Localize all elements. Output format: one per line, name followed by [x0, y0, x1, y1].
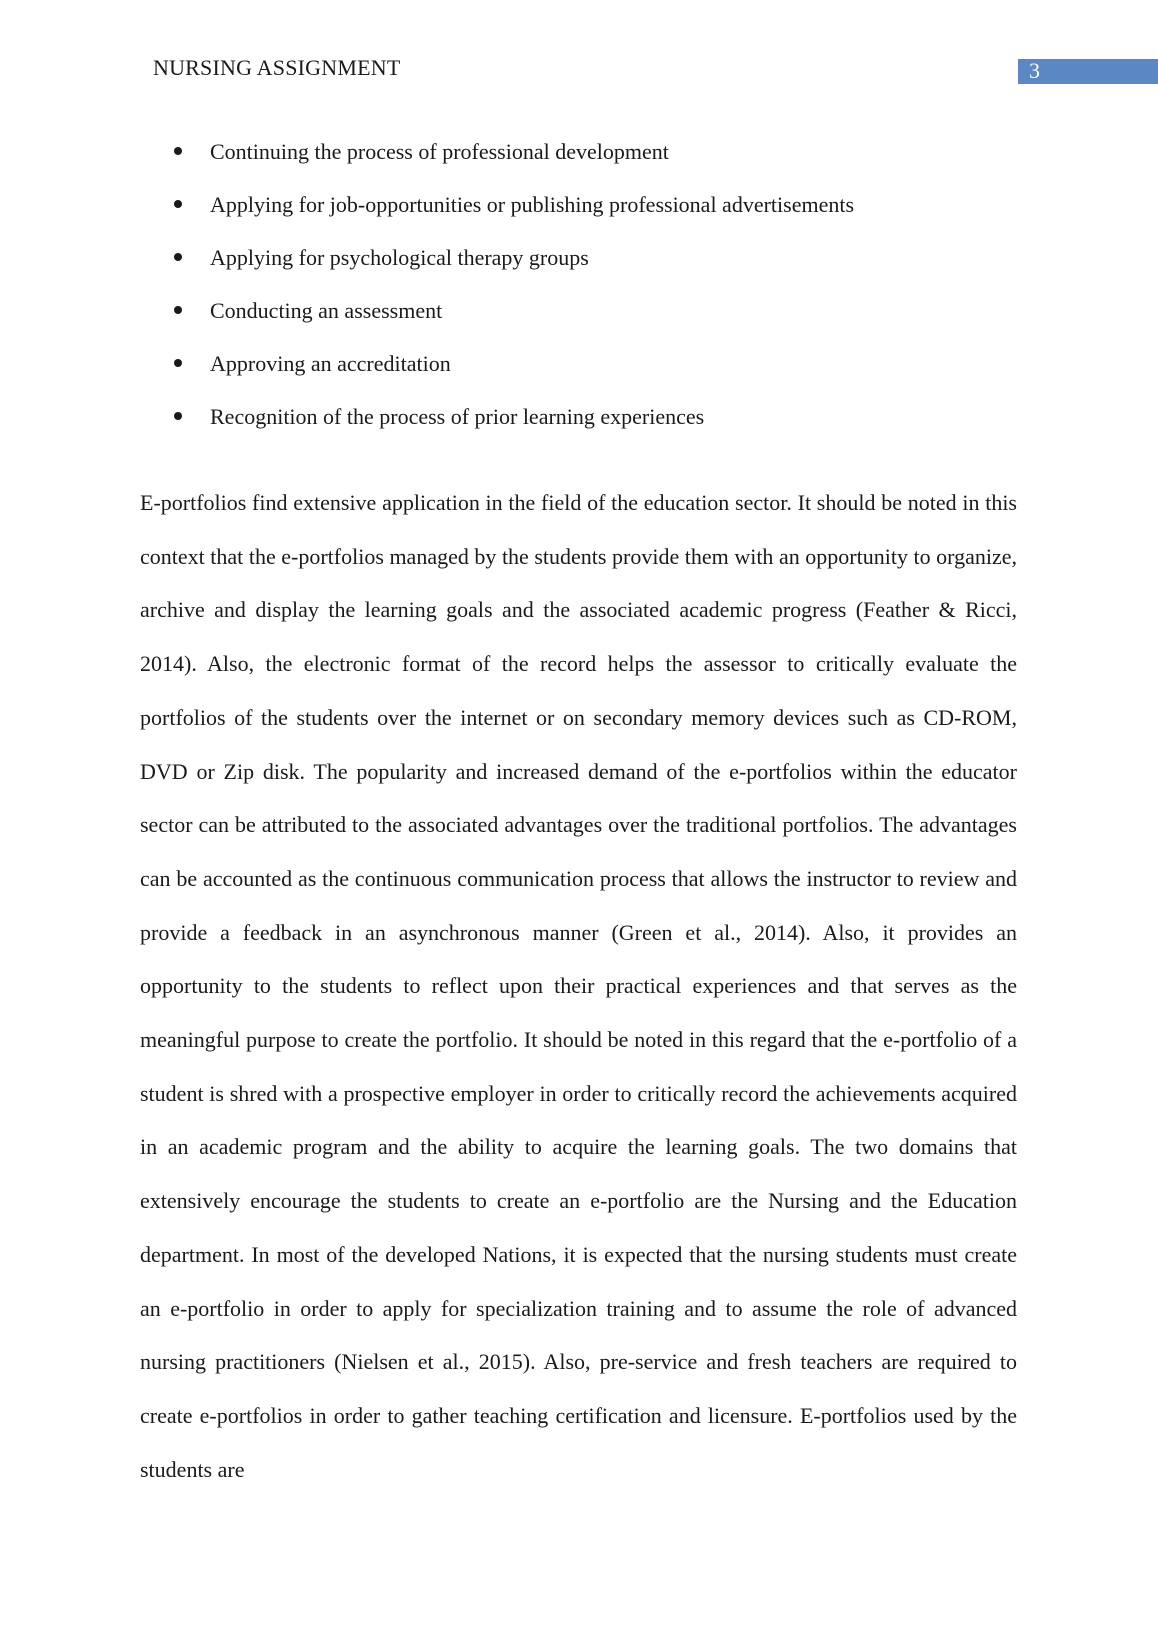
bullet-text: Approving an accreditation [210, 351, 451, 376]
bullet-item [0, 349, 1158, 379]
bullet-dot-icon [174, 147, 182, 155]
bullet-dot-icon [174, 200, 182, 208]
bullet-dot-icon [174, 306, 182, 314]
bullet-item [0, 402, 1158, 432]
running-header-title: NURSING ASSIGNMENT [153, 55, 401, 80]
bullet-text: Applying for psychological therapy groups [210, 245, 589, 270]
bullet-item [0, 243, 1158, 273]
bullet-item [0, 296, 1158, 326]
bullet-text: Continuing the process of professional development [210, 139, 669, 164]
page-number: 3 [1029, 58, 1040, 83]
bullet-text: Conducting an assessment [210, 298, 443, 323]
bullet-dot-icon [174, 359, 182, 367]
page-number-badge [1018, 59, 1158, 84]
bullet-item [0, 137, 1158, 167]
bullet-item [0, 190, 1158, 220]
bullet-text: Recognition of the process of prior learning experiences [210, 404, 705, 429]
bullet-dot-icon [174, 253, 182, 261]
bullet-text: Applying for job-opportunities or publishing professional advertisements [210, 192, 855, 217]
body-paragraph: E-portfolios find extensive application in the field of the education sector. It should be noted in this context that the e-portfolios managed by the students provide them with an opportunity to organize, archive and display the learning goals and the associated academic progress (Feather & Ricci, 2014). Also, the electronic format of the record helps the assessor to critically evaluate the portfolios of the students over the internet or on secondary memory devices such as CD-ROM, DVD or Zip disk. The popularity and increased demand of the e-portfolios within the educator sector can be attributed to the associated advantages over the traditional portfolios. The advantages can be accounted as the continuous communication process that allows the instructor to review and provide a feedback in an asynchronous manner (Green et al., 2014). Also, it provides an opportunity to the students to reflect upon their practical experiences and that serves as the meaningful purpose to create the portfolio. It should be noted in this regard that the e-portfolio of a student is shred with a prospective employer in order to critically record the achievements acquired in an academic program and the ability to acquire the learning goals. The two domains that extensively encourage the students to create an e-portfolio are the Nursing and the Education department. In most of the developed Nations, it is expected that the nursing students must create an e-portfolio in order to apply for specialization training and to assume the role of advanced nursing practitioners (Nielsen et al., 2015). Also, pre-service and fresh teachers are required to create e-portfolios in order to gather teaching certification and licensure. E-portfolios used by the students are [140, 490, 1017, 1482]
bullet-dot-icon [174, 412, 182, 420]
